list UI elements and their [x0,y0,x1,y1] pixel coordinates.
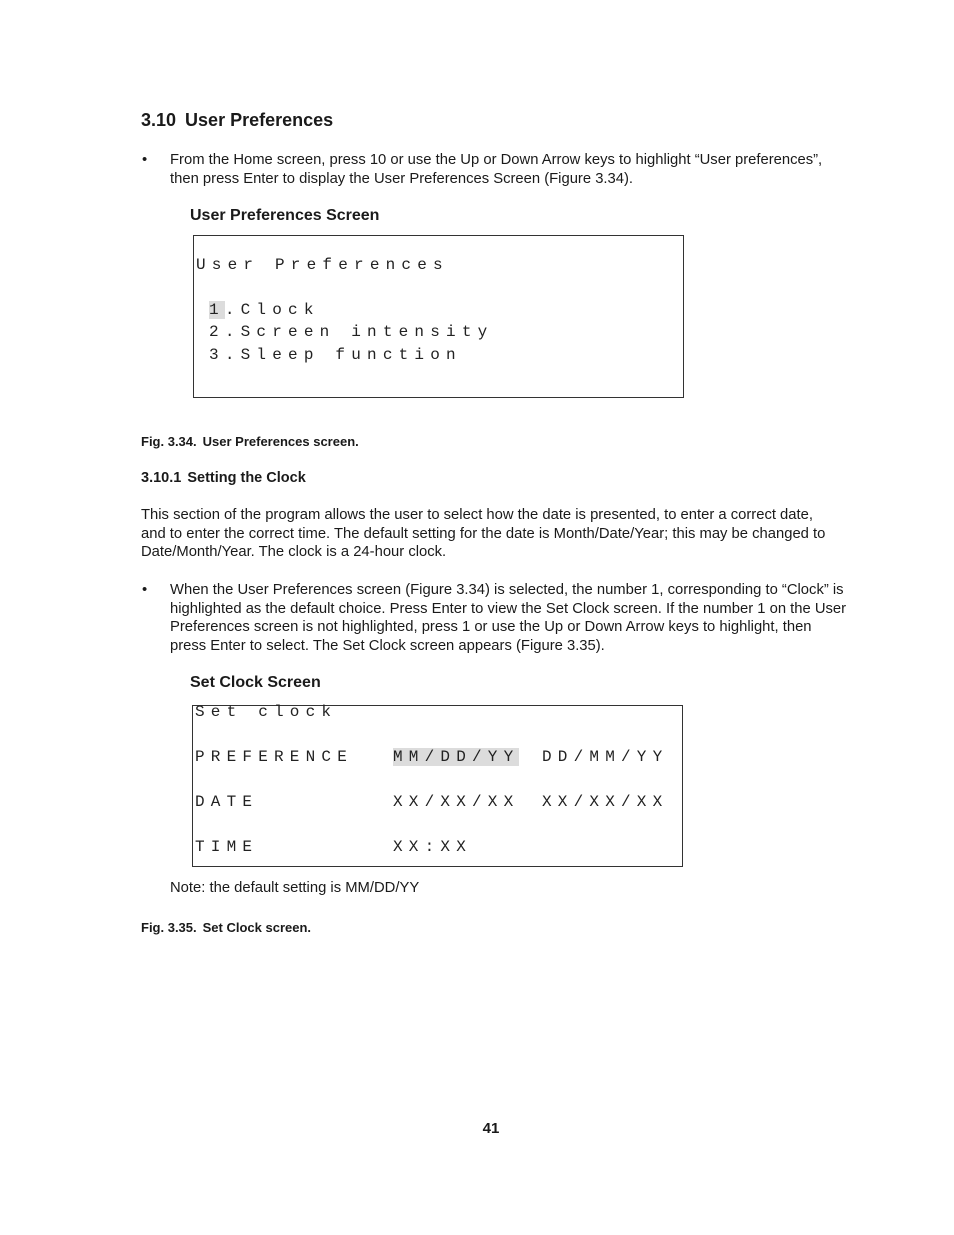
date-label: DATE [195,793,259,811]
date-value-2: XX/XX/XX [542,793,669,811]
menu-item-label: .Clock [224,301,320,319]
figure-334-title: User Preferences Screen [190,207,380,224]
time-label: TIME [195,838,259,856]
caption-number: Fig. 3.34. [141,434,197,449]
time-value: XX:XX [393,838,473,856]
section-number: 3.10 [141,110,177,130]
set-clock-screen [192,705,683,867]
menu-item-screen-intensity [209,323,493,341]
subsection-heading [141,470,306,486]
screen-title: User Preferences [196,256,449,274]
section-title: User Preferences [185,110,334,130]
section-heading [141,110,333,131]
menu-item-number: 2 [209,323,225,341]
user-preferences-screen [193,235,684,398]
menu-item-clock [209,301,320,319]
preference-label: PREFERENCE [195,748,354,766]
caption-text: Set Clock screen. [202,920,312,935]
menu-item-label: .Sleep function [224,346,462,364]
bullet-clock-instruction: When the User Preferences screen (Figure 3.34) is selected, the number 1, corresponding to “Clock” is highlighted as the default choice. Press Enter to view the Set Clock screen. If the number 1 on the User Preferences screen is not highlighted, press 1 or use the Up or Down Arrow keys to highlight, then press Enter to select. The Set Clock screen appears (Figure 3.35). [170,582,847,655]
caption-text: User Preferences screen. [202,434,359,449]
figure-335-title: Set Clock Screen [190,674,321,691]
screen-title: Set clock [195,703,338,721]
subsection-number: 3.10.1 [141,470,182,486]
menu-item-number-highlighted: 1 [209,301,225,319]
bullet-home-instruction: From the Home screen, press 10 or use the Up or Down Arrow keys to highlight “User preferences”, then press Enter to display the User Preferences Screen (Figure 3.34). [170,152,823,187]
bullet-marker: • [142,582,148,598]
page-number: 41 [482,1120,500,1137]
preference-option-mmddyy-highlighted: MM/DD/YY [393,748,520,766]
default-setting-note: Note: the default setting is MM/DD/YY [170,880,420,896]
bullet-marker: • [142,152,148,168]
menu-item-number: 3 [209,346,225,364]
figure-335-caption [141,920,311,935]
caption-number: Fig. 3.35. [141,920,197,935]
date-value-1: XX/XX/XX [393,793,520,811]
menu-item-sleep-function [209,346,462,364]
subsection-title: Setting the Clock [187,470,306,486]
menu-item-label: .Screen intensity [224,323,494,341]
body-paragraph: This section of the program allows the user to select how the date is presented, to enter a correct date, and to enter the correct time. The default setting for the date is Month/Date/Year; this may be changed to Date/Month/Year. The clock is a 24-hour clock. [141,507,826,561]
preference-option-ddmmyy: DD/MM/YY [542,748,669,766]
figure-334-caption [141,434,359,449]
